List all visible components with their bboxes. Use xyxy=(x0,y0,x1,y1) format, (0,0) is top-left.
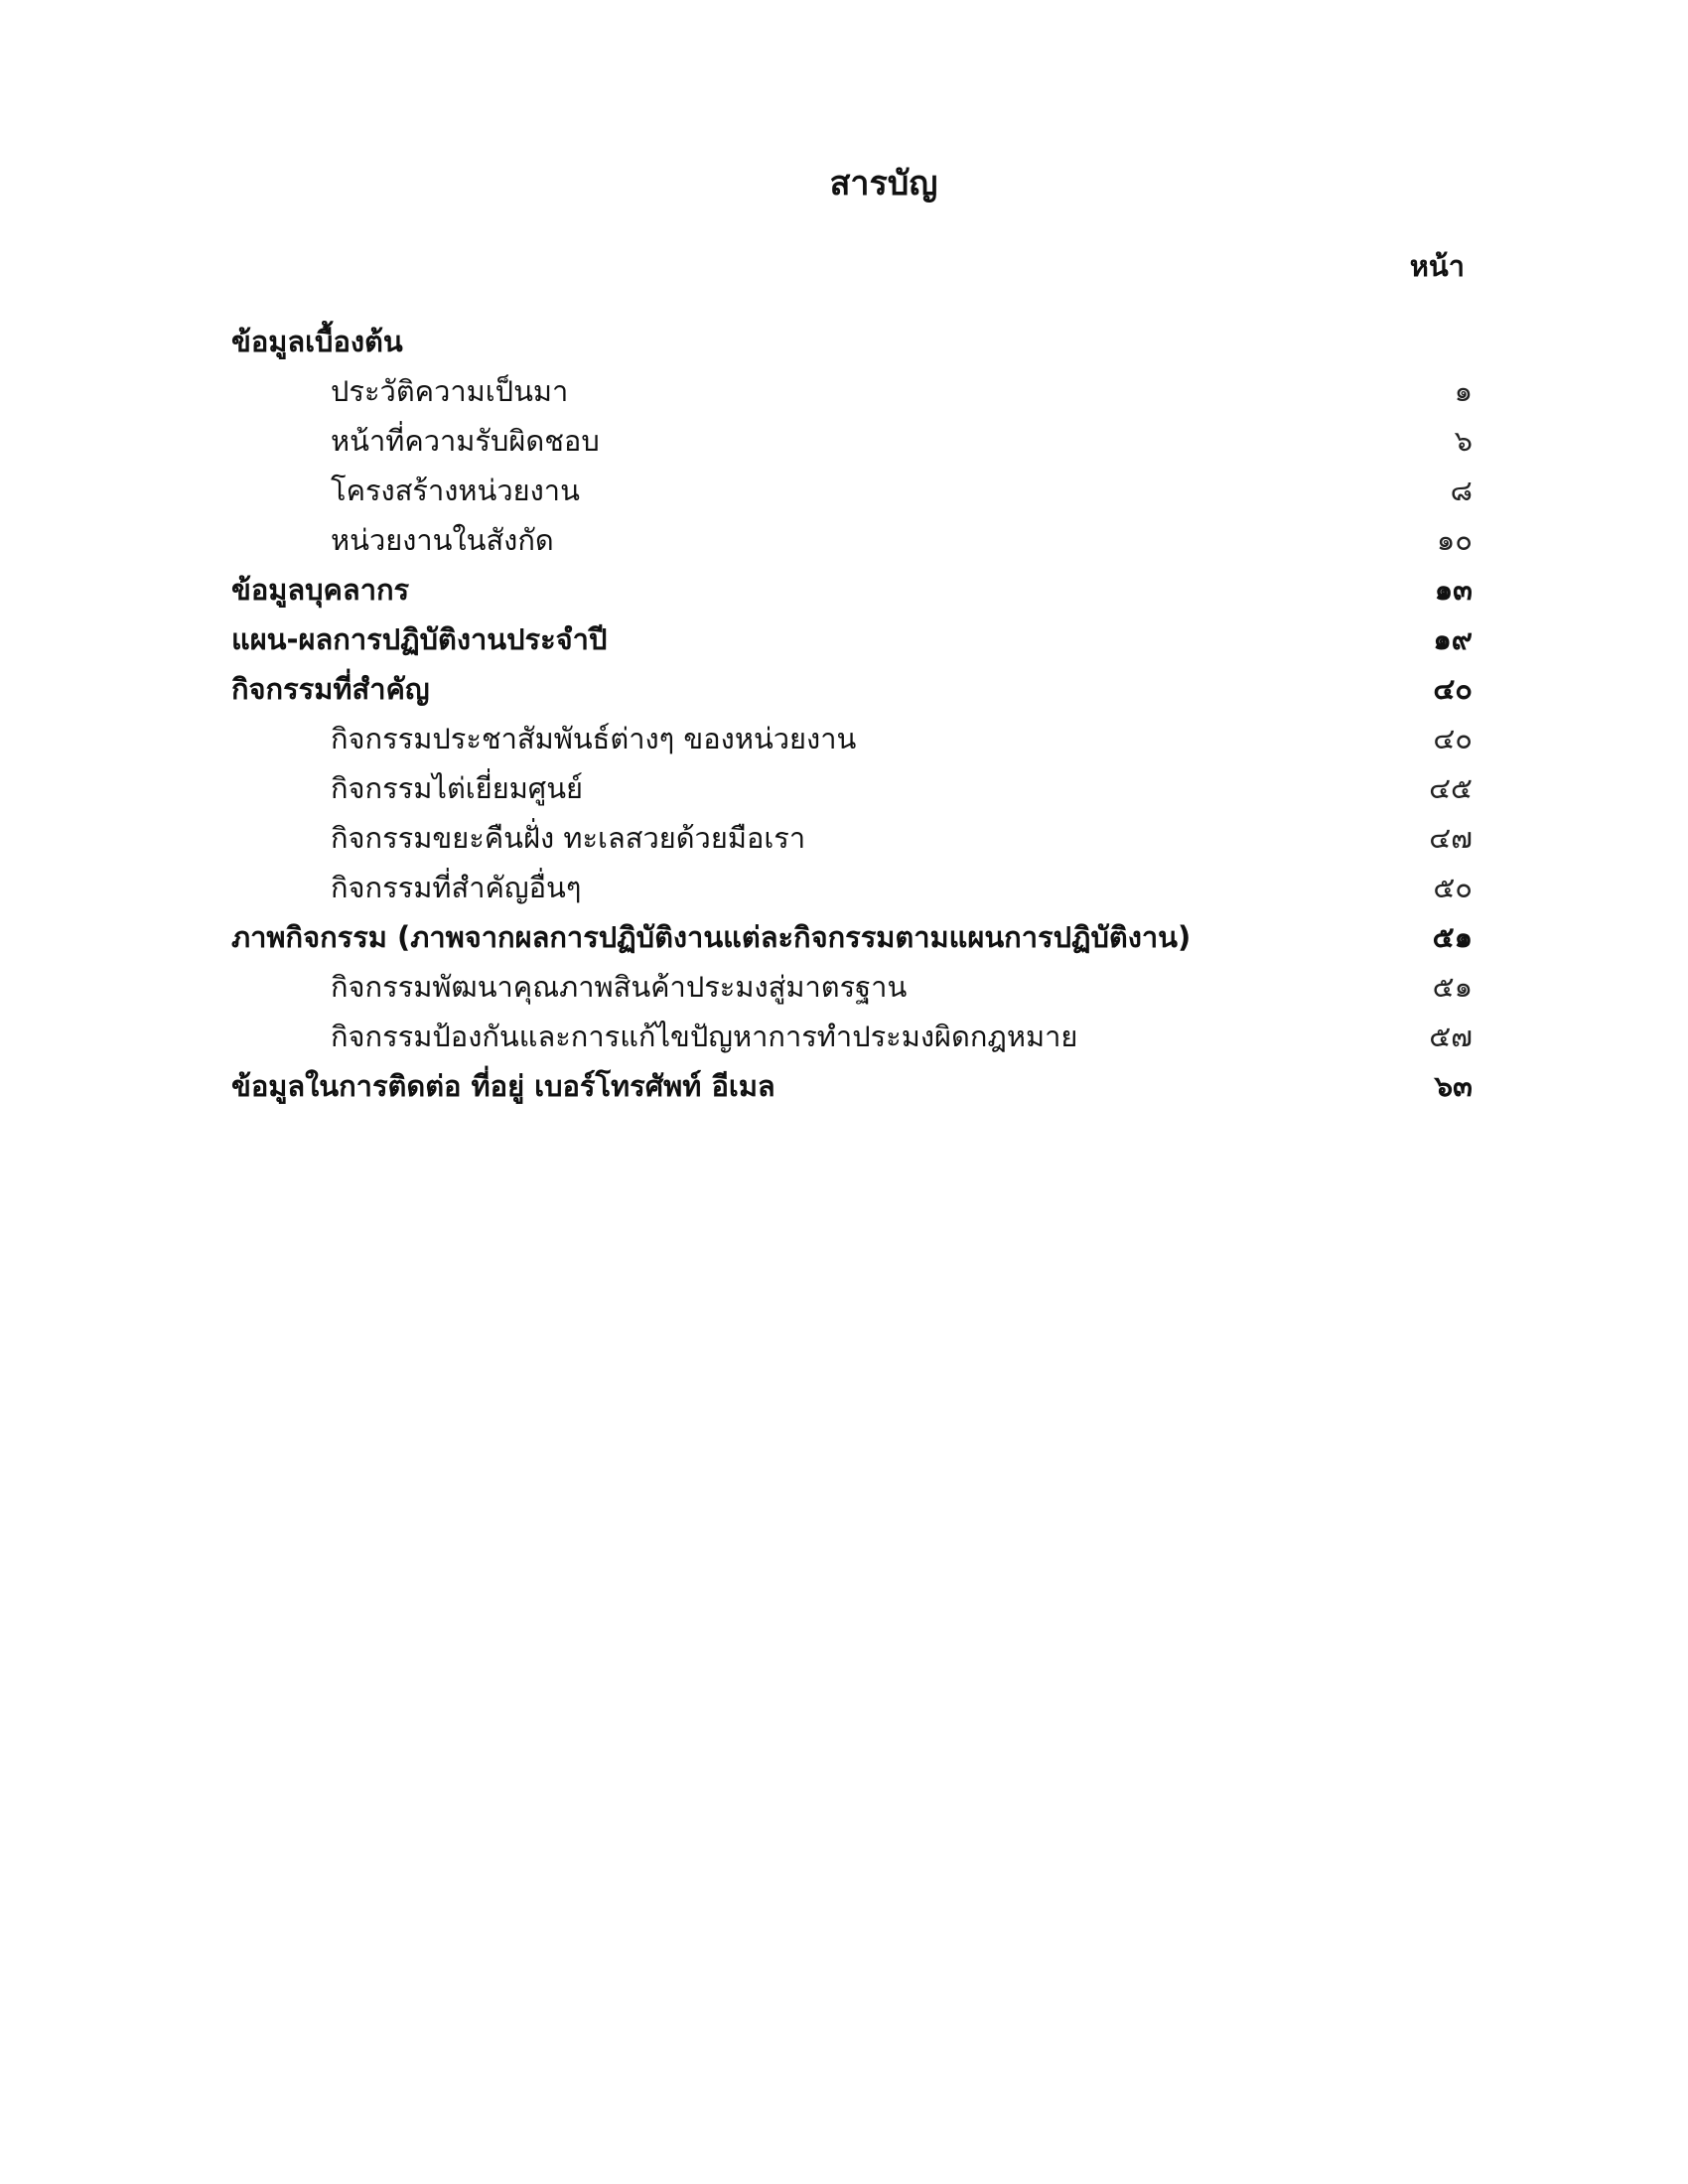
toc-entry-page: ๕๐ xyxy=(1433,871,1473,904)
toc-entry xyxy=(231,717,1473,766)
toc-entry-page: ๔๐ xyxy=(1433,722,1473,755)
toc-entry-label: กิจกรรมประชาสัมพันธ์ต่างๆ ของหน่วยงาน xyxy=(331,722,857,755)
toc-entry xyxy=(231,369,1473,419)
toc-entry-page: ๕๑ xyxy=(1432,920,1473,954)
toc-entry xyxy=(231,965,1473,1015)
page-title: สารบัญ xyxy=(829,164,938,204)
toc-entry xyxy=(231,766,1473,816)
toc-entry xyxy=(231,617,1473,667)
toc-entry-page: ๖๓ xyxy=(1434,1069,1473,1103)
toc-entry-label: หน่วยงานในสังกัด xyxy=(331,523,554,557)
toc-entry-label: ภาพกิจกรรม (ภาพจากผลการปฏิบัติงานแต่ละกิจกรรมตามแผนการปฏิบัติงาน) xyxy=(231,920,1192,954)
toc-entry-page: ๕๑ xyxy=(1432,970,1473,1004)
toc-entry-label: หน้าที่ความรับผิดชอบ xyxy=(331,424,600,458)
toc-entry-label: ข้อมูลในการติดต่อ ที่อยู่ เบอร์โทรศัพท์ อีเมล xyxy=(231,1069,775,1103)
toc-entry xyxy=(231,320,1473,369)
toc-entry xyxy=(231,568,1473,617)
toc-entry xyxy=(231,518,1473,568)
toc-entry-label: กิจกรรมป้องกันและการแก้ไขปัญหาการทำประมงผิดกฎหมาย xyxy=(331,1020,1078,1053)
toc-entry-page: ๑๐ xyxy=(1436,523,1473,557)
toc-entry-page: ๑๙ xyxy=(1433,622,1473,656)
page-column-header: หน้า xyxy=(1409,249,1465,283)
toc-entry xyxy=(231,1015,1473,1064)
toc-entry-page: ๑ xyxy=(1454,374,1473,408)
toc-entry xyxy=(231,915,1473,965)
toc-entry-page: ๔๗ xyxy=(1429,821,1473,855)
toc-entry xyxy=(231,866,1473,915)
toc-entry xyxy=(231,667,1473,717)
toc-entry xyxy=(231,419,1473,469)
toc-entry-label: ข้อมูลเบื้องต้น xyxy=(231,325,403,358)
toc-entry-label: กิจกรรมขยะคืนฝั่ง ทะเลสวยด้วยมือเรา xyxy=(331,821,806,855)
toc-entry-page: ๑๓ xyxy=(1434,573,1473,607)
toc-entry xyxy=(231,1064,1473,1114)
toc-entry-page: ๔๐ xyxy=(1433,672,1473,706)
toc-entry-page: ๘ xyxy=(1450,474,1473,507)
toc-entry xyxy=(231,816,1473,866)
toc-entry-label: ประวัติความเป็นมา xyxy=(331,374,569,408)
toc-entry-label: กิจกรรมที่สำคัญอื่นๆ xyxy=(331,871,582,904)
toc-entry xyxy=(231,469,1473,518)
toc-entry-label: โครงสร้างหน่วยงาน xyxy=(331,474,580,507)
toc-entry-label: กิจกรรมที่สำคัญ xyxy=(231,672,430,706)
toc-entry-label: แผน-ผลการปฏิบัติงานประจำปี xyxy=(231,622,608,656)
toc-entry-label: ข้อมูลบุคลากร xyxy=(231,573,410,607)
toc-entry-page: ๔๕ xyxy=(1429,771,1473,805)
table-of-contents xyxy=(231,320,1473,1114)
toc-entry-label: กิจกรรมพัฒนาคุณภาพสินค้าประมงสู่มาตรฐาน xyxy=(331,970,908,1004)
toc-entry-page: ๖ xyxy=(1454,424,1473,458)
toc-entry-page: ๕๗ xyxy=(1429,1020,1473,1053)
toc-entry-label: กิจกรรมไต่เยี่ยมศูนย์ xyxy=(331,771,584,805)
